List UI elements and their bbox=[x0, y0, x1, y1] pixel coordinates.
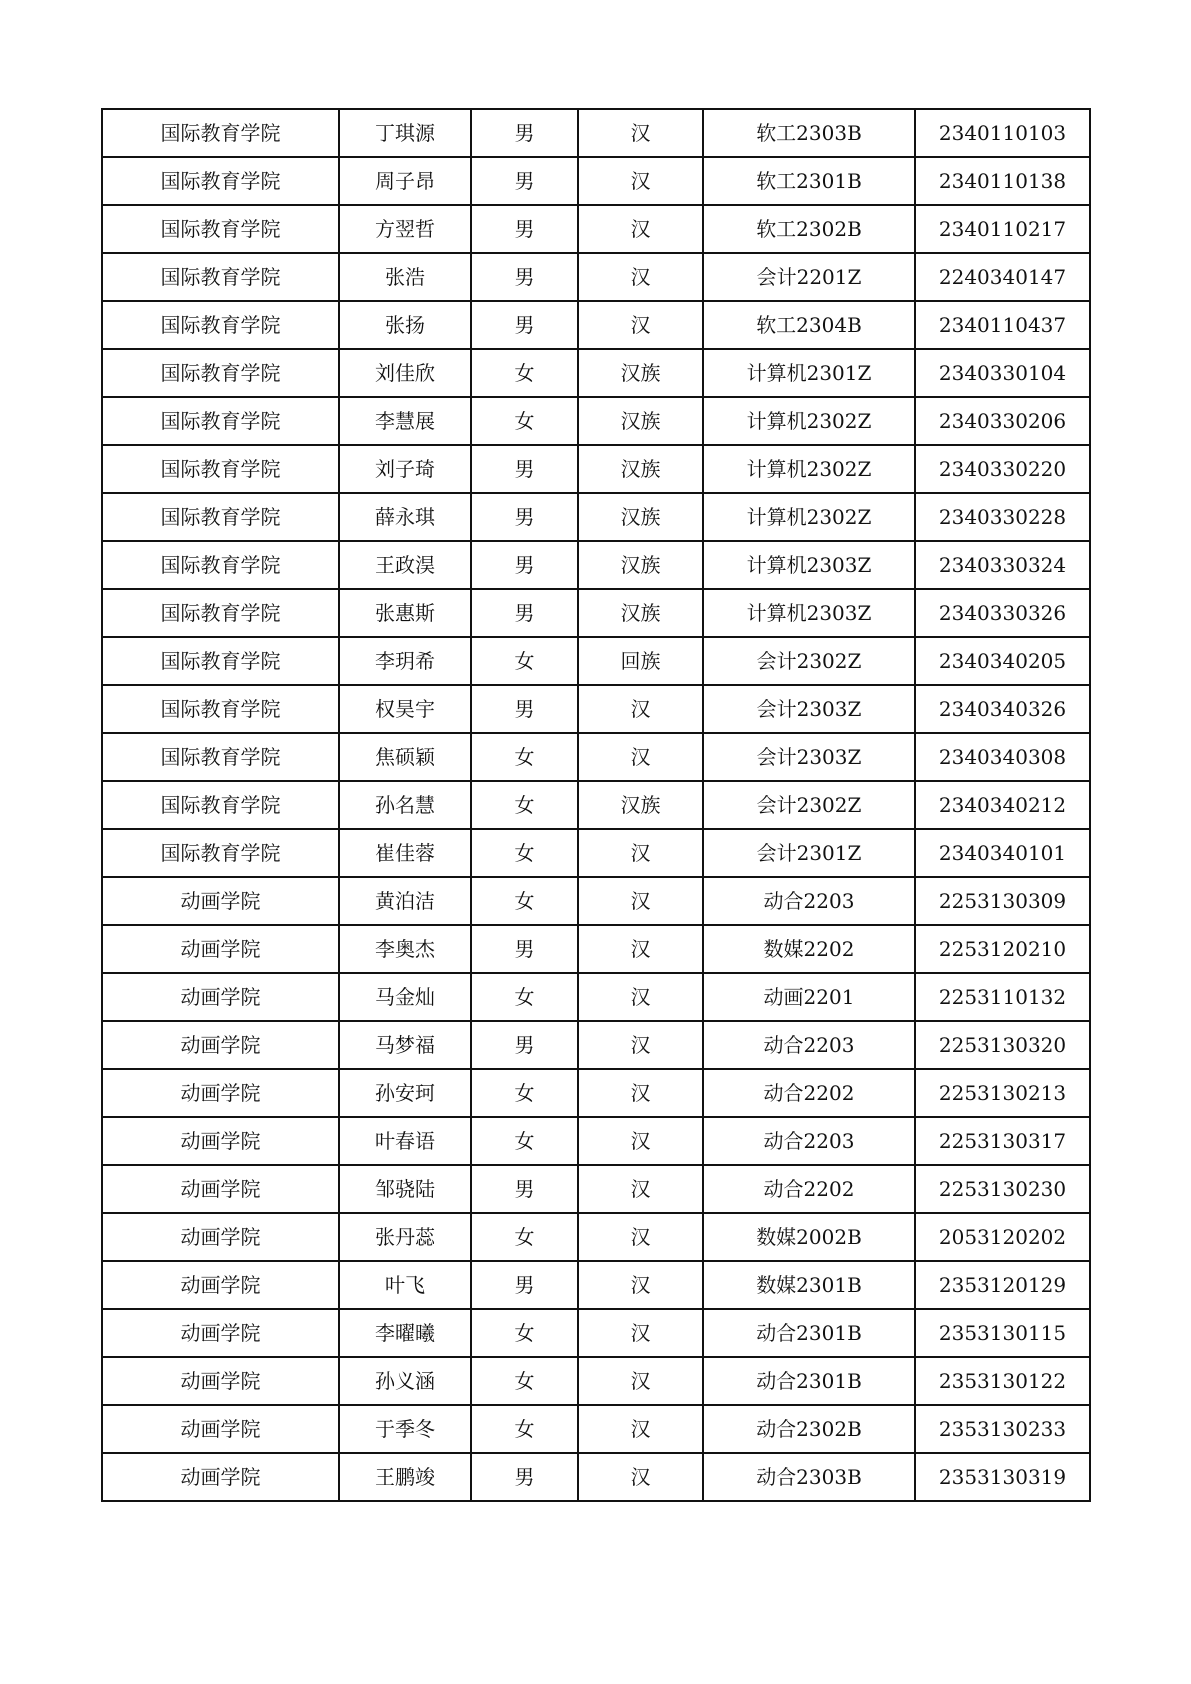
ethnicity-cell: 回族 bbox=[578, 637, 703, 685]
class-cell: 动合2203 bbox=[703, 1117, 915, 1165]
college-cell: 动画学院 bbox=[102, 1117, 339, 1165]
student-id-cell: 2253130320 bbox=[915, 1021, 1090, 1069]
table-row bbox=[102, 1357, 1090, 1405]
name-cell: 孙名慧 bbox=[339, 781, 471, 829]
college-cell: 国际教育学院 bbox=[102, 541, 339, 589]
table-row bbox=[102, 637, 1090, 685]
student-id-cell: 2340330228 bbox=[915, 493, 1090, 541]
name-cell: 周子昂 bbox=[339, 157, 471, 205]
name-cell: 王政淏 bbox=[339, 541, 471, 589]
name-cell: 薛永琪 bbox=[339, 493, 471, 541]
name-cell: 焦硕颖 bbox=[339, 733, 471, 781]
table-row bbox=[102, 1117, 1090, 1165]
college-cell: 国际教育学院 bbox=[102, 589, 339, 637]
college-cell: 国际教育学院 bbox=[102, 637, 339, 685]
class-cell: 软工2302B bbox=[703, 205, 915, 253]
class-cell: 会计2302Z bbox=[703, 781, 915, 829]
ethnicity-cell: 汉 bbox=[578, 1405, 703, 1453]
class-cell: 计算机2303Z bbox=[703, 541, 915, 589]
table-row bbox=[102, 781, 1090, 829]
student-id-cell: 2340110217 bbox=[915, 205, 1090, 253]
table-row bbox=[102, 1021, 1090, 1069]
gender-cell: 女 bbox=[471, 733, 578, 781]
class-cell: 计算机2302Z bbox=[703, 397, 915, 445]
ethnicity-cell: 汉族 bbox=[578, 445, 703, 493]
student-id-cell: 2340110437 bbox=[915, 301, 1090, 349]
gender-cell: 女 bbox=[471, 1309, 578, 1357]
student-id-cell: 2353130233 bbox=[915, 1405, 1090, 1453]
student-id-cell: 2240340147 bbox=[915, 253, 1090, 301]
college-cell: 国际教育学院 bbox=[102, 253, 339, 301]
gender-cell: 女 bbox=[471, 877, 578, 925]
class-cell: 会计2303Z bbox=[703, 685, 915, 733]
table-row bbox=[102, 157, 1090, 205]
class-cell: 数媒2002B bbox=[703, 1213, 915, 1261]
class-cell: 动合2202 bbox=[703, 1069, 915, 1117]
table-body bbox=[102, 109, 1090, 1501]
name-cell: 黄泊洁 bbox=[339, 877, 471, 925]
student-id-cell: 2340110138 bbox=[915, 157, 1090, 205]
gender-cell: 女 bbox=[471, 1405, 578, 1453]
ethnicity-cell: 汉 bbox=[578, 301, 703, 349]
student-id-cell: 2340340101 bbox=[915, 829, 1090, 877]
name-cell: 权昊宇 bbox=[339, 685, 471, 733]
gender-cell: 男 bbox=[471, 253, 578, 301]
class-cell: 会计2301Z bbox=[703, 829, 915, 877]
name-cell: 张惠斯 bbox=[339, 589, 471, 637]
class-cell: 软工2304B bbox=[703, 301, 915, 349]
name-cell: 于季冬 bbox=[339, 1405, 471, 1453]
college-cell: 动画学院 bbox=[102, 1213, 339, 1261]
college-cell: 国际教育学院 bbox=[102, 397, 339, 445]
student-id-cell: 2253130309 bbox=[915, 877, 1090, 925]
name-cell: 丁琪源 bbox=[339, 109, 471, 157]
student-id-cell: 2340330324 bbox=[915, 541, 1090, 589]
student-id-cell: 2340330326 bbox=[915, 589, 1090, 637]
name-cell: 刘子琦 bbox=[339, 445, 471, 493]
table-row bbox=[102, 877, 1090, 925]
table-row bbox=[102, 349, 1090, 397]
gender-cell: 男 bbox=[471, 925, 578, 973]
ethnicity-cell: 汉 bbox=[578, 1021, 703, 1069]
college-cell: 动画学院 bbox=[102, 1309, 339, 1357]
table-row bbox=[102, 829, 1090, 877]
ethnicity-cell: 汉 bbox=[578, 1069, 703, 1117]
name-cell: 叶春语 bbox=[339, 1117, 471, 1165]
ethnicity-cell: 汉族 bbox=[578, 589, 703, 637]
name-cell: 马金灿 bbox=[339, 973, 471, 1021]
student-id-cell: 2340110103 bbox=[915, 109, 1090, 157]
table-row bbox=[102, 973, 1090, 1021]
gender-cell: 男 bbox=[471, 541, 578, 589]
gender-cell: 女 bbox=[471, 349, 578, 397]
ethnicity-cell: 汉 bbox=[578, 877, 703, 925]
gender-cell: 男 bbox=[471, 1453, 578, 1501]
name-cell: 刘佳欣 bbox=[339, 349, 471, 397]
class-cell: 计算机2302Z bbox=[703, 445, 915, 493]
table-row bbox=[102, 541, 1090, 589]
gender-cell: 男 bbox=[471, 109, 578, 157]
ethnicity-cell: 汉 bbox=[578, 1261, 703, 1309]
class-cell: 动合2303B bbox=[703, 1453, 915, 1501]
class-cell: 动画2201 bbox=[703, 973, 915, 1021]
ethnicity-cell: 汉 bbox=[578, 205, 703, 253]
ethnicity-cell: 汉 bbox=[578, 685, 703, 733]
gender-cell: 女 bbox=[471, 397, 578, 445]
ethnicity-cell: 汉 bbox=[578, 1309, 703, 1357]
class-cell: 动合2301B bbox=[703, 1309, 915, 1357]
class-cell: 计算机2303Z bbox=[703, 589, 915, 637]
class-cell: 计算机2301Z bbox=[703, 349, 915, 397]
name-cell: 邹骁陆 bbox=[339, 1165, 471, 1213]
name-cell: 李慧展 bbox=[339, 397, 471, 445]
ethnicity-cell: 汉族 bbox=[578, 397, 703, 445]
gender-cell: 女 bbox=[471, 637, 578, 685]
college-cell: 国际教育学院 bbox=[102, 349, 339, 397]
student-id-cell: 2340340308 bbox=[915, 733, 1090, 781]
name-cell: 张丹蕊 bbox=[339, 1213, 471, 1261]
class-cell: 会计2303Z bbox=[703, 733, 915, 781]
student-id-cell: 2253130317 bbox=[915, 1117, 1090, 1165]
ethnicity-cell: 汉 bbox=[578, 1165, 703, 1213]
student-id-cell: 2340340212 bbox=[915, 781, 1090, 829]
gender-cell: 男 bbox=[471, 1021, 578, 1069]
student-id-cell: 2253110132 bbox=[915, 973, 1090, 1021]
college-cell: 国际教育学院 bbox=[102, 829, 339, 877]
class-cell: 动合2203 bbox=[703, 1021, 915, 1069]
gender-cell: 女 bbox=[471, 1069, 578, 1117]
table-row bbox=[102, 1453, 1090, 1501]
name-cell: 孙安珂 bbox=[339, 1069, 471, 1117]
class-cell: 数媒2301B bbox=[703, 1261, 915, 1309]
class-cell: 动合2301B bbox=[703, 1357, 915, 1405]
student-id-cell: 2253130230 bbox=[915, 1165, 1090, 1213]
gender-cell: 男 bbox=[471, 301, 578, 349]
name-cell: 方翌哲 bbox=[339, 205, 471, 253]
table-row bbox=[102, 493, 1090, 541]
ethnicity-cell: 汉 bbox=[578, 1117, 703, 1165]
gender-cell: 男 bbox=[471, 445, 578, 493]
name-cell: 李奥杰 bbox=[339, 925, 471, 973]
ethnicity-cell: 汉 bbox=[578, 157, 703, 205]
ethnicity-cell: 汉 bbox=[578, 253, 703, 301]
class-cell: 计算机2302Z bbox=[703, 493, 915, 541]
student-id-cell: 2053120202 bbox=[915, 1213, 1090, 1261]
table-row bbox=[102, 1261, 1090, 1309]
name-cell: 李曜曦 bbox=[339, 1309, 471, 1357]
table-row bbox=[102, 1405, 1090, 1453]
table-row bbox=[102, 733, 1090, 781]
class-cell: 软工2303B bbox=[703, 109, 915, 157]
student-id-cell: 2353130122 bbox=[915, 1357, 1090, 1405]
college-cell: 国际教育学院 bbox=[102, 109, 339, 157]
college-cell: 动画学院 bbox=[102, 1069, 339, 1117]
table-row bbox=[102, 109, 1090, 157]
student-id-cell: 2253130213 bbox=[915, 1069, 1090, 1117]
student-id-cell: 2340330206 bbox=[915, 397, 1090, 445]
college-cell: 国际教育学院 bbox=[102, 445, 339, 493]
student-id-cell: 2353120129 bbox=[915, 1261, 1090, 1309]
table-row bbox=[102, 397, 1090, 445]
table-row bbox=[102, 253, 1090, 301]
student-id-cell: 2340330104 bbox=[915, 349, 1090, 397]
class-cell: 动合2302B bbox=[703, 1405, 915, 1453]
gender-cell: 女 bbox=[471, 1117, 578, 1165]
college-cell: 动画学院 bbox=[102, 1357, 339, 1405]
name-cell: 崔佳蓉 bbox=[339, 829, 471, 877]
college-cell: 国际教育学院 bbox=[102, 733, 339, 781]
gender-cell: 女 bbox=[471, 1357, 578, 1405]
student-id-cell: 2340330220 bbox=[915, 445, 1090, 493]
name-cell: 李玥希 bbox=[339, 637, 471, 685]
class-cell: 动合2202 bbox=[703, 1165, 915, 1213]
college-cell: 动画学院 bbox=[102, 1261, 339, 1309]
class-cell: 会计2201Z bbox=[703, 253, 915, 301]
gender-cell: 男 bbox=[471, 493, 578, 541]
name-cell: 王鹏竣 bbox=[339, 1453, 471, 1501]
college-cell: 国际教育学院 bbox=[102, 493, 339, 541]
student-id-cell: 2340340326 bbox=[915, 685, 1090, 733]
gender-cell: 男 bbox=[471, 589, 578, 637]
college-cell: 动画学院 bbox=[102, 1165, 339, 1213]
college-cell: 动画学院 bbox=[102, 973, 339, 1021]
college-cell: 国际教育学院 bbox=[102, 301, 339, 349]
table-row bbox=[102, 445, 1090, 493]
ethnicity-cell: 汉 bbox=[578, 829, 703, 877]
ethnicity-cell: 汉族 bbox=[578, 349, 703, 397]
gender-cell: 男 bbox=[471, 157, 578, 205]
gender-cell: 女 bbox=[471, 829, 578, 877]
ethnicity-cell: 汉 bbox=[578, 973, 703, 1021]
gender-cell: 男 bbox=[471, 205, 578, 253]
ethnicity-cell: 汉 bbox=[578, 1357, 703, 1405]
gender-cell: 女 bbox=[471, 973, 578, 1021]
gender-cell: 女 bbox=[471, 781, 578, 829]
table-row bbox=[102, 1309, 1090, 1357]
gender-cell: 男 bbox=[471, 685, 578, 733]
student-id-cell: 2353130319 bbox=[915, 1453, 1090, 1501]
name-cell: 张浩 bbox=[339, 253, 471, 301]
ethnicity-cell: 汉族 bbox=[578, 493, 703, 541]
table-row bbox=[102, 1069, 1090, 1117]
ethnicity-cell: 汉 bbox=[578, 1453, 703, 1501]
name-cell: 孙义涵 bbox=[339, 1357, 471, 1405]
class-cell: 数媒2202 bbox=[703, 925, 915, 973]
student-id-cell: 2253120210 bbox=[915, 925, 1090, 973]
table-row bbox=[102, 685, 1090, 733]
student-id-cell: 2353130115 bbox=[915, 1309, 1090, 1357]
table-row bbox=[102, 1213, 1090, 1261]
ethnicity-cell: 汉 bbox=[578, 925, 703, 973]
table-row bbox=[102, 301, 1090, 349]
gender-cell: 男 bbox=[471, 1165, 578, 1213]
name-cell: 张扬 bbox=[339, 301, 471, 349]
gender-cell: 女 bbox=[471, 1213, 578, 1261]
ethnicity-cell: 汉 bbox=[578, 733, 703, 781]
student-table bbox=[101, 108, 1091, 1502]
class-cell: 会计2302Z bbox=[703, 637, 915, 685]
college-cell: 动画学院 bbox=[102, 925, 339, 973]
table-row bbox=[102, 589, 1090, 637]
college-cell: 动画学院 bbox=[102, 1021, 339, 1069]
ethnicity-cell: 汉 bbox=[578, 1213, 703, 1261]
class-cell: 软工2301B bbox=[703, 157, 915, 205]
college-cell: 国际教育学院 bbox=[102, 781, 339, 829]
college-cell: 国际教育学院 bbox=[102, 685, 339, 733]
college-cell: 动画学院 bbox=[102, 1405, 339, 1453]
table-row bbox=[102, 1165, 1090, 1213]
ethnicity-cell: 汉 bbox=[578, 109, 703, 157]
college-cell: 动画学院 bbox=[102, 877, 339, 925]
table-row bbox=[102, 205, 1090, 253]
college-cell: 国际教育学院 bbox=[102, 205, 339, 253]
table-row bbox=[102, 925, 1090, 973]
gender-cell: 男 bbox=[471, 1261, 578, 1309]
college-cell: 动画学院 bbox=[102, 1453, 339, 1501]
name-cell: 叶飞 bbox=[339, 1261, 471, 1309]
student-id-cell: 2340340205 bbox=[915, 637, 1090, 685]
ethnicity-cell: 汉族 bbox=[578, 541, 703, 589]
name-cell: 马梦福 bbox=[339, 1021, 471, 1069]
ethnicity-cell: 汉族 bbox=[578, 781, 703, 829]
class-cell: 动合2203 bbox=[703, 877, 915, 925]
college-cell: 国际教育学院 bbox=[102, 157, 339, 205]
